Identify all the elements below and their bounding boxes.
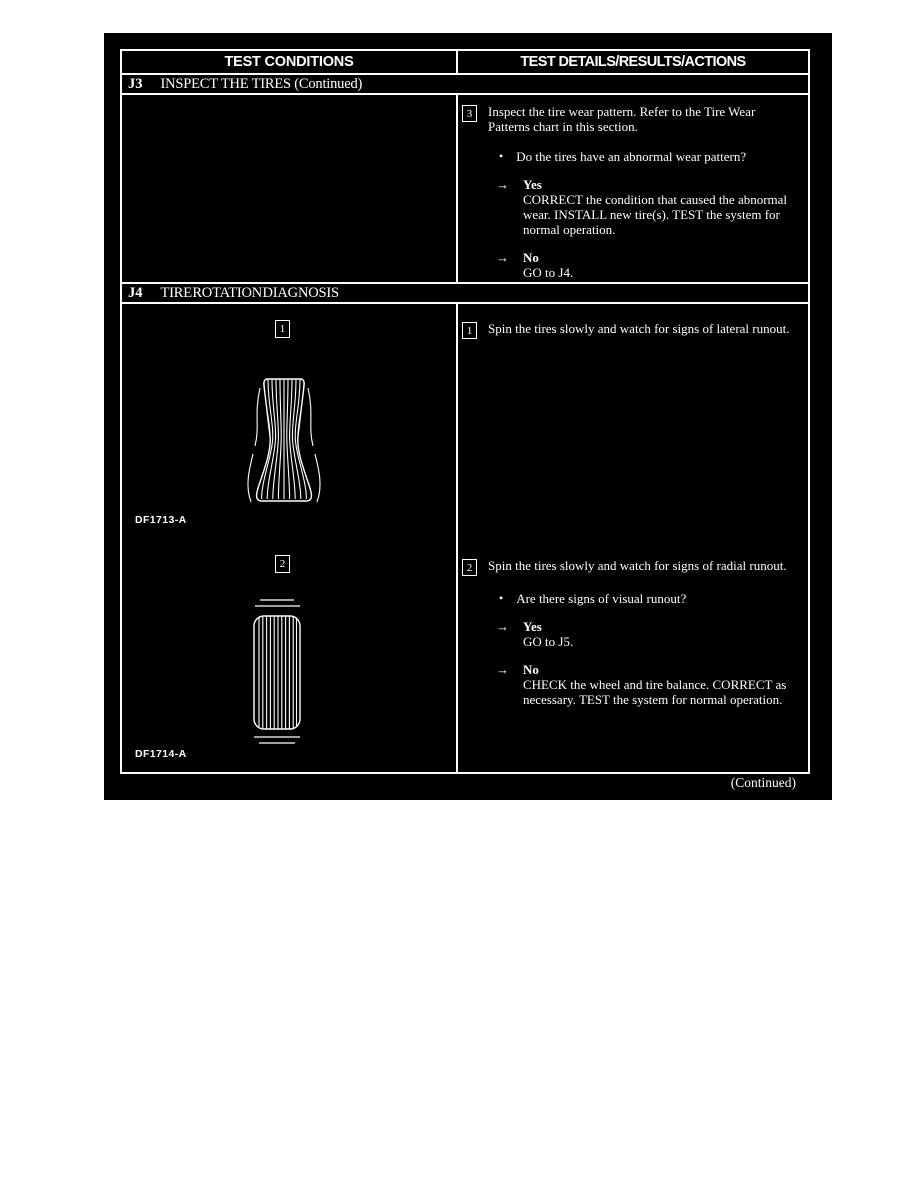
bullet-icon: • (499, 591, 504, 605)
arrow-icon: → (496, 662, 509, 677)
step-3-no-action: GO to J4. (523, 265, 574, 280)
section-j4-body (122, 304, 808, 772)
j3-conditions-cell (122, 95, 458, 282)
section-j3-id: J3 (128, 76, 143, 92)
figure-2-number-box: 2 (275, 555, 290, 573)
step-2-yes-branch (496, 619, 803, 649)
bullet-icon: • (499, 149, 504, 163)
header-test-details: TEST DETAILS/RESULTS/ACTIONS (520, 54, 746, 70)
j4-conditions-cell (122, 304, 458, 772)
step-1-text: Spin the tires slowly and watch for signs of lateral runout. (488, 321, 790, 336)
step-3-yes-branch (496, 177, 803, 237)
step-3-text: Inspect the tire wear pattern. Refer to the Tire Wear Patterns chart in this section. (488, 104, 756, 134)
j4-details-cell (458, 304, 808, 772)
step-3-yes-label: Yes (523, 177, 542, 192)
arrow-icon: → (496, 250, 509, 265)
arrow-icon: → (496, 619, 509, 634)
figure-1-number-box: 1 (275, 320, 290, 338)
section-j3-body (122, 95, 808, 284)
step-3-no-branch (496, 250, 803, 280)
step-2-block (462, 558, 803, 707)
step-3 (462, 104, 803, 134)
figure-1-code: DF1713-A (135, 514, 187, 526)
section-j3-header (122, 75, 808, 95)
step-2-no-label: No (523, 662, 539, 677)
section-j3-title: INSPECT THE TIRES (Continued) (160, 76, 363, 92)
table-header-row (122, 51, 808, 75)
step-3-question: Do the tires have an abnormal wear pattern? (516, 149, 747, 164)
j3-details-cell (458, 95, 808, 282)
step-2 (462, 558, 803, 576)
section-j4-id: J4 (128, 285, 143, 301)
step-1 (462, 321, 803, 339)
diagnostic-table (120, 49, 810, 774)
figure-2-code: DF1714-A (135, 748, 187, 760)
step-3-number-box: 3 (462, 105, 477, 122)
step-2-number-box: 2 (462, 559, 477, 576)
radial-runout-tire-figure (234, 596, 320, 748)
step-3-yes-action: CORRECT the condition that caused the abnormal wear. INSTALL new tire(s). TEST the system for normal operation. (523, 192, 788, 237)
step-2-no-action: CHECK the wheel and tire balance. CORRECT as necessary. TEST the system for normal operation. (523, 677, 787, 707)
step-2-no-branch (496, 662, 803, 707)
continued-note: (Continued) (730, 775, 796, 790)
step-2-yes-label: Yes (523, 619, 542, 634)
step-2-text: Spin the tires slowly and watch for signs of radial runout. (488, 558, 787, 573)
lateral-runout-tire-figure (236, 374, 332, 510)
manual-page (104, 33, 832, 800)
section-j4-header (122, 284, 808, 304)
arrow-icon: → (496, 177, 509, 192)
step-3-question-row (499, 149, 803, 164)
step-2-question: Are there signs of visual runout? (516, 591, 687, 606)
step-3-no-label: No (523, 250, 539, 265)
step-1-number-box: 1 (462, 322, 477, 339)
header-test-conditions: TEST CONDITIONS (122, 51, 458, 73)
step-2-question-row (499, 591, 803, 606)
section-j4-title: TIRE ROTATION DIAGNOSIS (160, 285, 339, 301)
step-2-yes-action: GO to J5. (523, 634, 574, 649)
